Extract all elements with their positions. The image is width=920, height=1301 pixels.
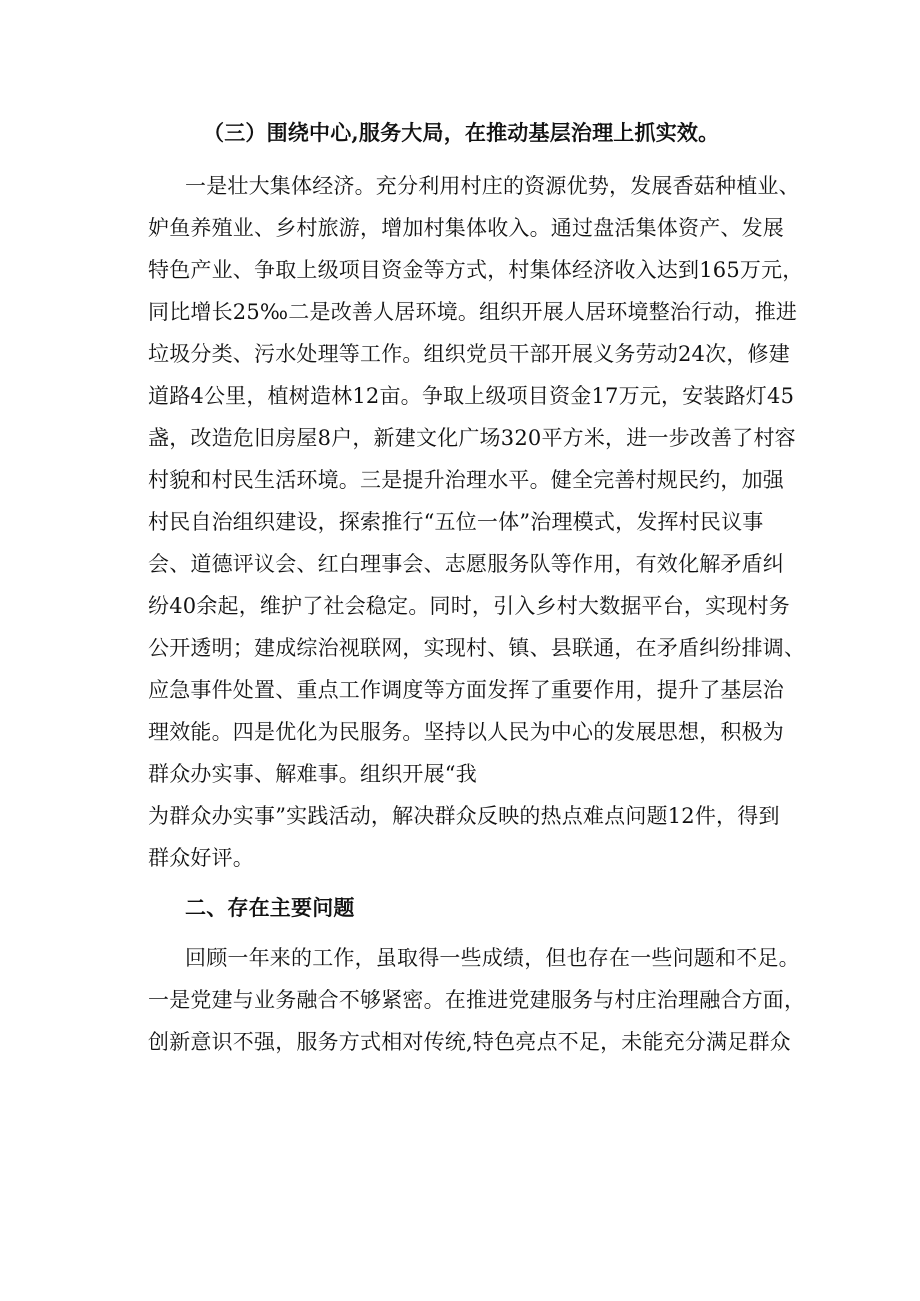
body-line: 为群众办实事”实践活动，解决群众反映的热点难点问题12件，得到 bbox=[148, 804, 780, 828]
body-line: 特色产业、争取上级项目资金等方式，村集体经济收入达到165万元， bbox=[148, 258, 804, 282]
problems-line: 一是党建与业务融合不够紧密。在推进党建服务与村庄治理融合方面， bbox=[148, 988, 806, 1012]
body-line: 同比增长25‰二是改善人居环境。组织开展人居环境整治行动，推进 bbox=[148, 300, 798, 324]
body-line: 群众办实事、解难事。组织开展“我 bbox=[148, 762, 477, 786]
section-heading-2: 二、存在主要问题 bbox=[185, 895, 355, 920]
body-line: 道路4公里，植树造林12亩。争取上级项目资金17万元，安装路灯45 bbox=[148, 384, 795, 408]
body-line: 村民自治组织建设，探索推行“五位一体”治理模式，发挥村民议事 bbox=[148, 510, 764, 534]
body-line: 垃圾分类、污水处理等工作。组织党员干部开展义务劳动24次，修建 bbox=[148, 342, 790, 366]
problems-line: 创新意识不强，服务方式相对传统,特色亮点不足，未能充分满足群众 bbox=[148, 1030, 791, 1054]
problems-line: 回顾一年来的工作，虽取得一些成绩，但也存在一些问题和不足。 bbox=[185, 946, 800, 970]
body-line: 盏，改造危旧房屋8户，新建文化广场320平方米，进一步改善了村容 bbox=[148, 426, 796, 450]
body-line: 群众好评。 bbox=[148, 846, 254, 870]
body-line: 妒鱼养殖业、乡村旅游，增加村集体收入。通过盘活集体资产、发展 bbox=[148, 216, 784, 240]
body-line: 一是壮大集体经济。充分利用村庄的资源优势，发展香菇种植业、 bbox=[185, 174, 800, 198]
body-line: 应急事件处置、重点工作调度等方面发挥了重要作用，提升了基层治 bbox=[148, 678, 784, 702]
body-line: 理效能。四是优化为民服务。坚持以人民为中心的发展思想，积极为 bbox=[148, 720, 784, 744]
body-line: 村貌和村民生活环境。三是提升治理水平。健全完善村规民约，加强 bbox=[148, 468, 784, 492]
body-line: 会、道德评议会、红白理事会、志愿服务队等作用，有效化解矛盾纠 bbox=[148, 552, 784, 576]
section-heading-3: （三）围绕中心,服务大局，在推动基层治理上抓实效。 bbox=[203, 120, 720, 145]
body-line: 公开透明；建成综治视联网，实现村、镇、县联通，在矛盾纠纷排调、 bbox=[148, 636, 806, 660]
body-line: 纷40余起，维护了社会稳定。同时，引入乡村大数据平台，实现村务 bbox=[148, 594, 790, 618]
